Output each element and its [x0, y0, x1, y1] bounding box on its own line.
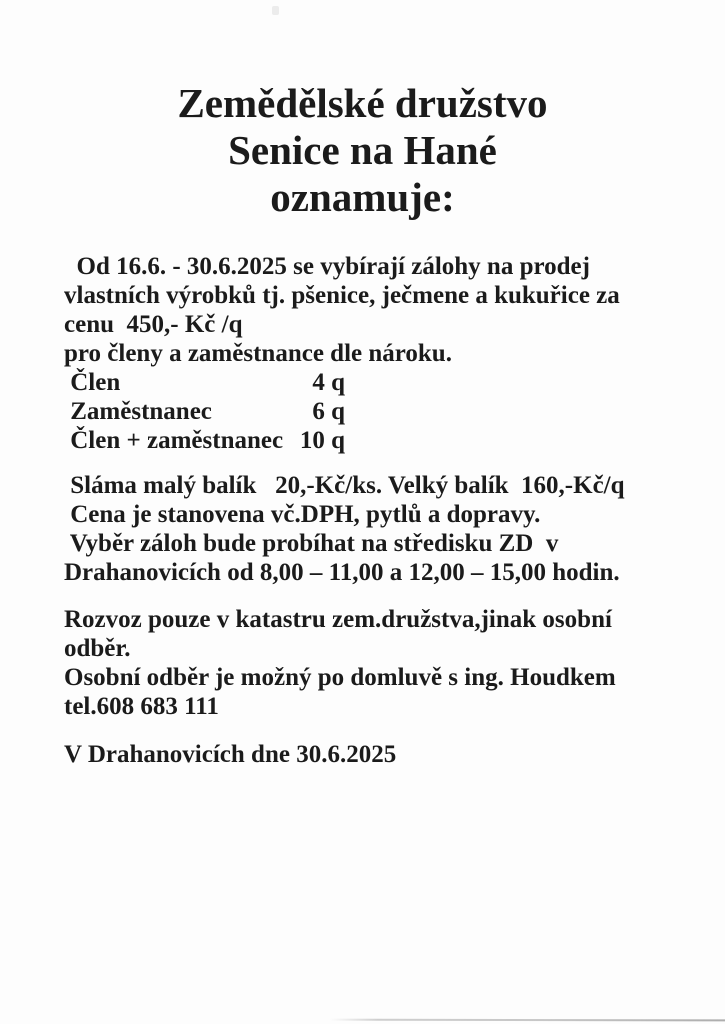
pickup-line: Osobní odběr je možný po domluvě s ing. Houdkem [64, 664, 616, 691]
pickup-line: tel.608 683 111 [64, 693, 219, 720]
allocation-label: Člen [64, 369, 121, 396]
title-line: Senice na Hané [228, 127, 497, 173]
intro-line: Od 16.6. - 30.6.2025 se vybírají zálohy na prodej [64, 253, 590, 280]
straw-line: Drahanovicích od 8,00 – 11,00 a 12,00 – 15,00 hodin. [64, 559, 620, 586]
allocation-row [64, 397, 689, 426]
notice-title [0, 80, 725, 221]
intro-line: vlastních výrobků tj. pšenice, ječmene a kukuřice za [64, 282, 620, 309]
allocation-row [64, 368, 689, 397]
pickup-line: Rozvoz pouze v katastru zem.družstva,jinak osobní [64, 606, 612, 633]
allocation-list [64, 368, 689, 455]
straw-paragraph [64, 471, 689, 587]
pickup-paragraph [64, 605, 689, 721]
scan-artifact-top [272, 6, 279, 15]
straw-line: Cena je stanovena vč.DPH, pytlů a dopravy. [64, 501, 541, 528]
allocation-value: 6 q [312, 398, 345, 425]
allocation-label: Zaměstnanec [64, 398, 212, 425]
dateline: V Drahanovicích dne 30.6.2025 [64, 741, 397, 768]
allocation-value: 4 q [312, 369, 345, 396]
straw-line: Sláma malý balík 20,-Kč/ks. Velký balík 160,-Kč/q [64, 472, 625, 499]
straw-line: Vyběr záloh bude probíhat na středisku ZD v [64, 530, 559, 557]
intro-line: pro členy a zaměstnance dle nároku. [64, 340, 452, 367]
intro-line: cenu 450,- Kč /q [64, 311, 243, 338]
notice-body [0, 252, 725, 769]
pickup-line: odběr. [64, 635, 131, 662]
scan-artifact-bottom [330, 1019, 725, 1022]
title-line: Zemědělské družstvo [177, 80, 548, 126]
intro-paragraph [64, 252, 689, 368]
allocation-label: Člen + zaměstnanec [64, 427, 284, 454]
allocation-value: 10 q [299, 427, 345, 454]
allocation-row [64, 426, 689, 455]
title-line: oznamuje: [270, 174, 455, 220]
